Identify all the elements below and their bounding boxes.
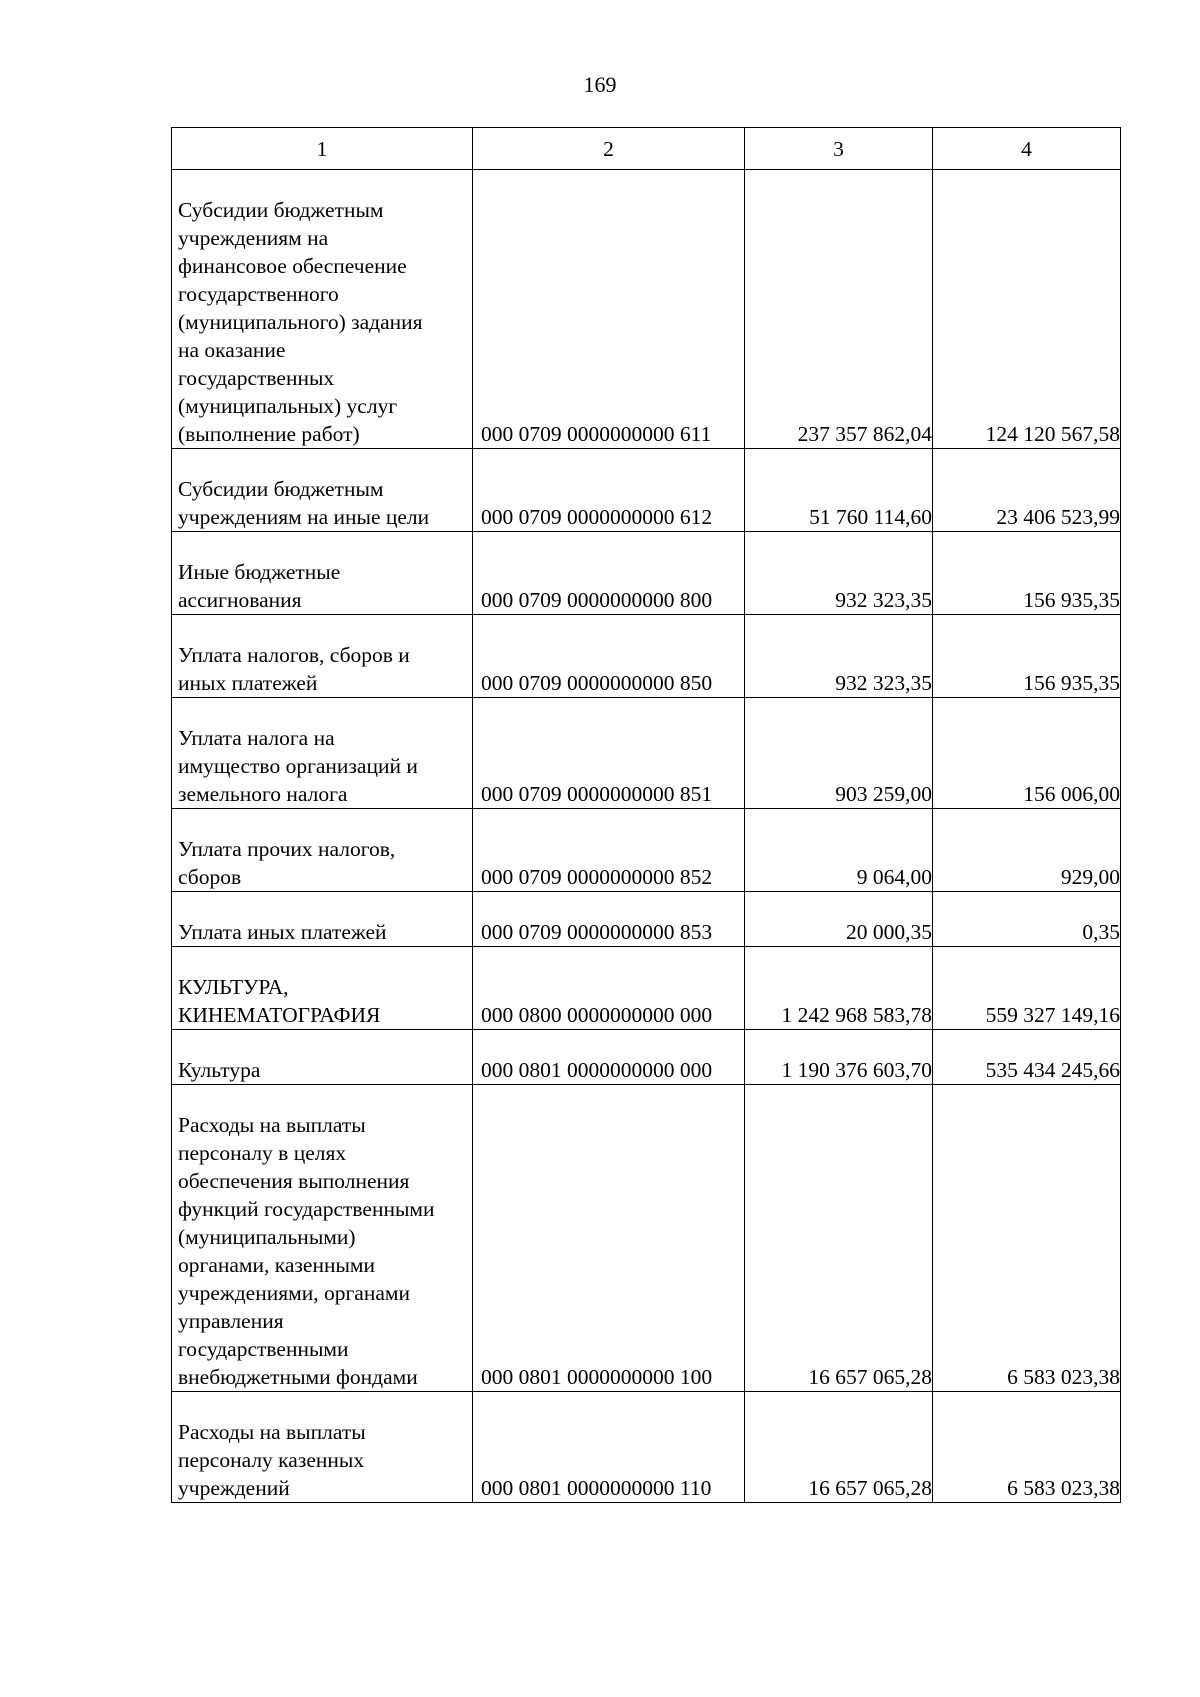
row-code-cell: 000 0709 0000000000 611: [473, 170, 745, 449]
row-value-col3: 20 000,35: [745, 892, 933, 947]
table-row: [172, 532, 1121, 615]
row-name-line: Уплата налогов, сборов и: [178, 643, 410, 667]
row-name-line: КИНЕМАТОГРАФИЯ: [178, 1003, 381, 1027]
row-name-line: учреждениям на: [178, 226, 329, 250]
row-name-line: Уплата иных платежей: [178, 920, 387, 944]
row-value-col4: 6 583 023,38: [933, 1085, 1121, 1392]
table-row: [172, 698, 1121, 809]
row-name-line: Субсидии бюджетным: [178, 198, 384, 222]
row-name-line: Иные бюджетные: [178, 560, 341, 584]
row-name-line: обеспечения выполнения: [178, 1169, 410, 1193]
row-code-cell: 000 0801 0000000000 110: [473, 1392, 745, 1503]
row-value-col3: 237 357 862,04: [745, 170, 933, 449]
row-value-col3: 932 323,35: [745, 615, 933, 698]
row-code-cell: 000 0709 0000000000 612: [473, 449, 745, 532]
table-row: [172, 809, 1121, 892]
row-name-line: ассигнования: [178, 588, 302, 612]
row-name-cell: [172, 615, 473, 698]
row-value-col3: 1 242 968 583,78: [745, 947, 933, 1030]
page-number: 169: [583, 72, 617, 97]
row-code-cell: 000 0709 0000000000 850: [473, 615, 745, 698]
header-col-4: 4: [933, 128, 1121, 170]
row-name-line: учреждениями, органами: [178, 1281, 410, 1305]
table-row: [172, 1030, 1121, 1085]
row-name-line: управления: [178, 1309, 284, 1333]
row-name-cell: [172, 947, 473, 1030]
row-name-cell: [172, 809, 473, 892]
row-name-line: органами, казенными: [178, 1253, 376, 1277]
table-header-row: [172, 128, 1121, 170]
row-value-col3: 16 657 065,28: [745, 1085, 933, 1392]
row-name-line: (муниципальных) услуг: [178, 394, 398, 418]
row-name-cell: [172, 1085, 473, 1392]
row-value-col3: 1 190 376 603,70: [745, 1030, 933, 1085]
row-name-line: Уплата налога на: [178, 726, 335, 750]
row-value-col3: 932 323,35: [745, 532, 933, 615]
row-value-col4: 929,00: [933, 809, 1121, 892]
row-value-col4: 559 327 149,16: [933, 947, 1121, 1030]
row-name-line: финансовое обеспечение: [178, 254, 407, 278]
table-row: [172, 449, 1121, 532]
row-value-col3: 903 259,00: [745, 698, 933, 809]
table-row: [172, 615, 1121, 698]
row-name-cell: [172, 1030, 473, 1085]
row-name-line: КУЛЬТУРА,: [178, 975, 289, 999]
row-name-line: сборов: [178, 865, 242, 889]
row-name-line: государственного: [178, 282, 339, 306]
row-value-col4: 0,35: [933, 892, 1121, 947]
row-name-cell: [172, 892, 473, 947]
table-row: [172, 170, 1121, 449]
table-row: [172, 947, 1121, 1030]
row-code-cell: 000 0709 0000000000 800: [473, 532, 745, 615]
row-code-cell: 000 0709 0000000000 852: [473, 809, 745, 892]
header-col-3: 3: [745, 128, 933, 170]
row-name-line: имущество организаций и: [178, 754, 418, 778]
header-col-1: 1: [172, 128, 473, 170]
row-code-cell: 000 0800 0000000000 000: [473, 947, 745, 1030]
row-name-line: земельного налога: [178, 782, 348, 806]
row-name-cell: [172, 698, 473, 809]
row-name-line: (муниципальными): [178, 1225, 356, 1249]
row-name-cell: [172, 170, 473, 449]
row-code-cell: 000 0801 0000000000 000: [473, 1030, 745, 1085]
row-value-col4: 535 434 245,66: [933, 1030, 1121, 1085]
row-name-line: (выполнение работ): [178, 422, 360, 446]
row-value-col3: 16 657 065,28: [745, 1392, 933, 1503]
row-name-line: иных платежей: [178, 671, 318, 695]
row-name-line: Уплата прочих налогов,: [178, 837, 396, 861]
row-name-line: на оказание: [178, 338, 286, 362]
row-name-line: персоналу казенных: [178, 1448, 365, 1472]
table-row: [172, 1085, 1121, 1392]
row-name-line: учреждениям на иные цели: [178, 505, 430, 529]
row-name-cell: [172, 1392, 473, 1503]
row-value-col4: 156 935,35: [933, 532, 1121, 615]
row-value-col4: 23 406 523,99: [933, 449, 1121, 532]
row-value-col4: 124 120 567,58: [933, 170, 1121, 449]
row-value-col3: 51 760 114,60: [745, 449, 933, 532]
row-value-col4: 156 006,00: [933, 698, 1121, 809]
row-name-line: государственными: [178, 1337, 349, 1361]
header-col-2: 2: [473, 128, 745, 170]
row-name-line: персоналу в целях: [178, 1141, 347, 1165]
row-name-line: Субсидии бюджетным: [178, 477, 384, 501]
row-name-line: Культура: [178, 1058, 261, 1082]
row-name-cell: [172, 449, 473, 532]
row-value-col4: 6 583 023,38: [933, 1392, 1121, 1503]
budget-table: [171, 127, 1121, 1503]
row-name-line: внебюджетными фондами: [178, 1365, 418, 1389]
row-name-line: Расходы на выплаты: [178, 1420, 366, 1444]
row-name-cell: [172, 532, 473, 615]
row-name-line: функций государственными: [178, 1197, 435, 1221]
row-code-cell: 000 0709 0000000000 851: [473, 698, 745, 809]
table-row: [172, 1392, 1121, 1503]
row-value-col3: 9 064,00: [745, 809, 933, 892]
table-row: [172, 892, 1121, 947]
row-name-line: Расходы на выплаты: [178, 1113, 366, 1137]
row-code-cell: 000 0801 0000000000 100: [473, 1085, 745, 1392]
row-name-line: учреждений: [178, 1476, 290, 1500]
row-code-cell: 000 0709 0000000000 853: [473, 892, 745, 947]
row-value-col4: 156 935,35: [933, 615, 1121, 698]
row-name-line: (муниципального) задания: [178, 310, 423, 334]
row-name-line: государственных: [178, 366, 335, 390]
